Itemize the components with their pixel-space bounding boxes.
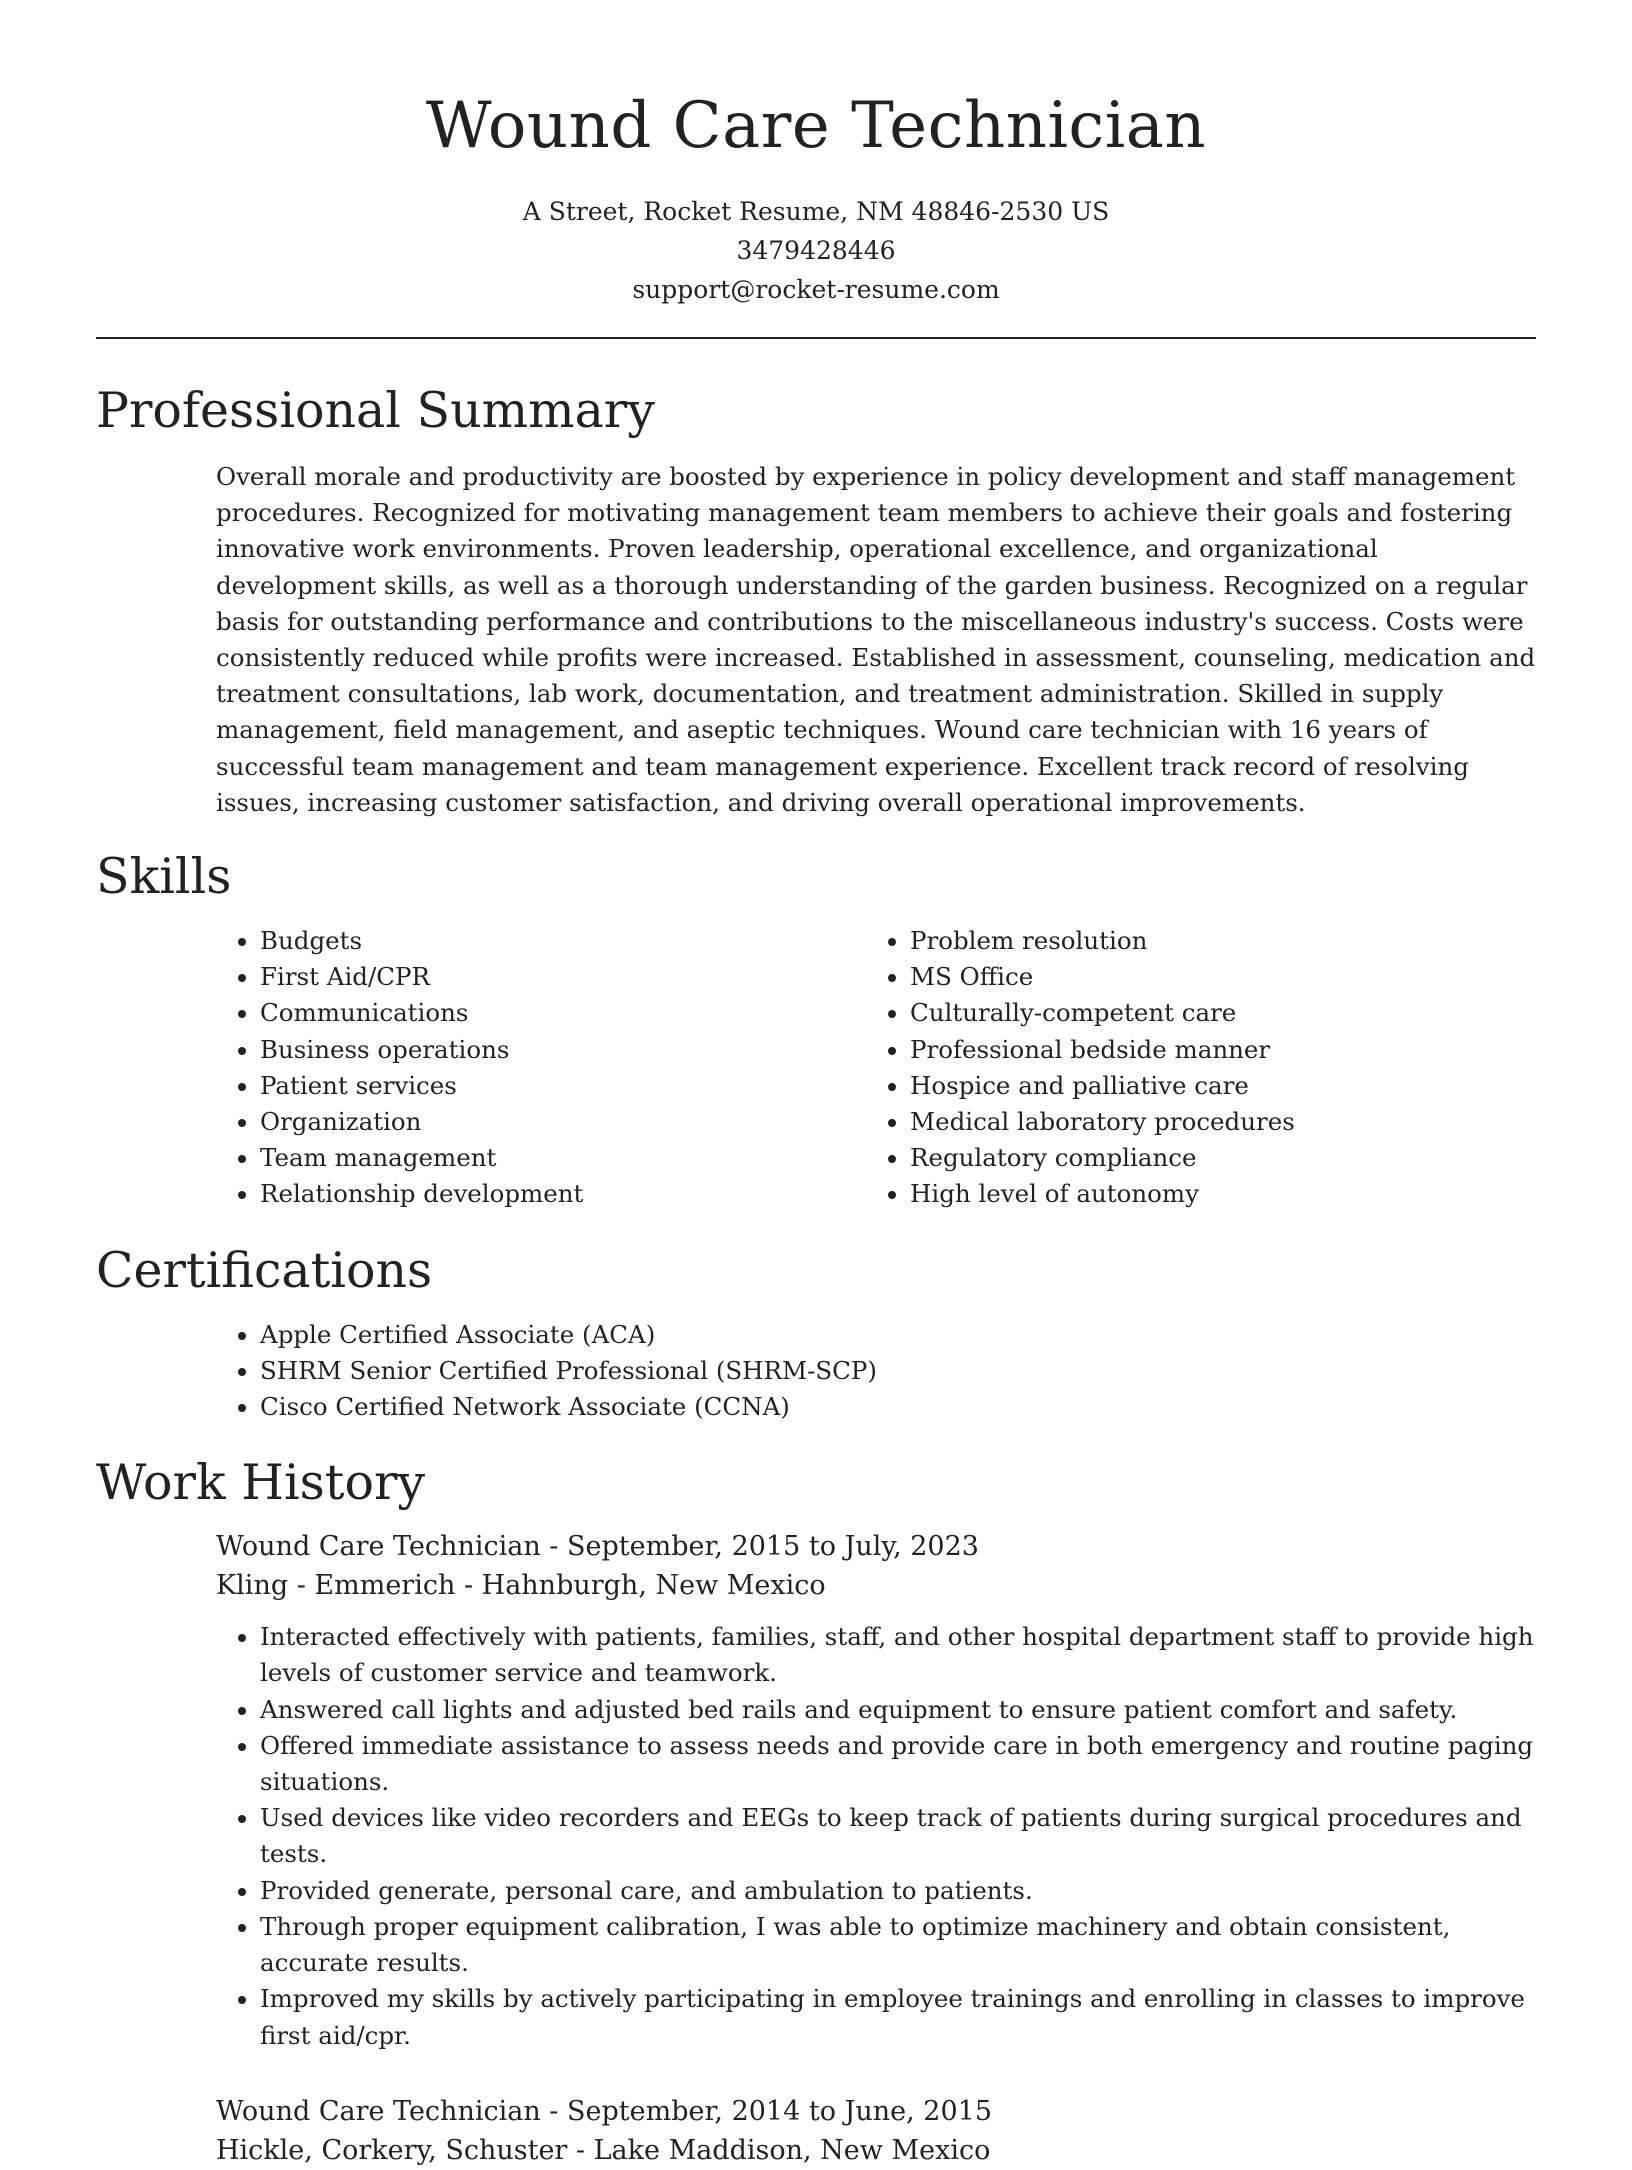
summary-heading: Professional Summary xyxy=(96,382,655,439)
skill-item: • Problem resolution xyxy=(910,923,1516,959)
resume-name: Wound Care Technician xyxy=(425,89,1207,163)
skills-heading: Skills xyxy=(96,848,232,906)
header-divider xyxy=(96,337,1536,339)
contact-block xyxy=(96,192,1536,309)
certification-item: • Cisco Certified Network Associate (CCNA) xyxy=(260,1389,1536,1425)
job-bullet: • Offered immediate assistance to assess needs and provide care in both emergency and routine paging situations. xyxy=(260,1728,1536,1800)
skill-item: • Relationship development xyxy=(260,1176,866,1212)
certifications-heading: Certifications xyxy=(96,1241,433,1299)
job-company-line xyxy=(216,1566,1536,1605)
skill-item: • High level of autonomy xyxy=(910,1176,1516,1212)
job-company: Hickle, Corkery, Schuster - Lake Maddison, New Mexico xyxy=(216,2134,991,2166)
job-dates: - September, 2015 to July, 2023 xyxy=(540,1531,979,1563)
skill-item: • Budgets xyxy=(260,923,866,959)
job-dates: - September, 2014 to June, 2015 xyxy=(540,2095,993,2127)
skill-item: • Team management xyxy=(260,1140,866,1176)
job-company: Kling - Emmerich xyxy=(216,1570,456,1602)
job-company-line xyxy=(216,2131,1536,2170)
job-bullet: • Used devices like video recorders and EEGs to keep track of patients during surgical procedures and tests. xyxy=(260,1800,1536,1872)
certification-item: • SHRM Senior Certified Professional (SHRM-SCP) xyxy=(260,1353,1536,1389)
skill-item: • Business operations xyxy=(260,1032,866,1068)
job-bullet: • Improved my skills by actively participating in employee trainings and enrolling in classes to improve first aid/cpr. xyxy=(260,1981,1536,2053)
skill-item: • Hospice and palliative care xyxy=(910,1068,1516,1104)
job-bullet: • Answered call lights and adjusted bed rails and equipment to ensure patient comfort and safety. xyxy=(260,1692,1536,1728)
skills-list xyxy=(216,923,1536,1213)
job-entry xyxy=(216,2092,1536,2170)
work-history-heading: Work History xyxy=(96,1454,426,1512)
certifications-list xyxy=(216,1317,1536,1426)
job-title-line xyxy=(216,1527,1536,1566)
contact-email: support@rocket-resume.com xyxy=(632,275,1000,304)
job-bullet: • Provided generate, personal care, and ambulation to patients. xyxy=(260,1873,1536,1909)
job-title-line xyxy=(216,2092,1536,2131)
resume-page xyxy=(96,0,1536,2170)
certification-item: • Apple Certified Associate (ACA) xyxy=(260,1317,1536,1353)
skills-column-right xyxy=(866,923,1516,1213)
contact-address: A Street, Rocket Resume, NM 48846-2530 US xyxy=(522,197,1110,226)
skill-item: • Communications xyxy=(260,995,866,1031)
skill-item: • Organization xyxy=(260,1104,866,1140)
summary-section xyxy=(216,459,1536,821)
job-entry xyxy=(216,1527,1536,2053)
skill-item: • Regulatory compliance xyxy=(910,1140,1516,1176)
skill-item: • Medical laboratory procedures xyxy=(910,1104,1516,1140)
job-title: Wound Care Technician xyxy=(216,2095,541,2127)
job-bullet: • Interacted effectively with patients, families, staff, and other hospital department staff to provide high levels of customer service and teamwork. xyxy=(260,1619,1536,1691)
job-location: - Hahnburgh, New Mexico xyxy=(455,1570,826,1602)
job-title: Wound Care Technician xyxy=(216,1531,541,1563)
summary-text: Overall morale and productivity are boosted by experience in policy development and staff management procedures. Recognized for motivating management team members to achieve their goals and fostering innovative work environments. Proven leadership, operational excellence, and organizational development skills, as well as a thorough understanding of the garden business. Recognized on a regular basis for outstanding performance and contributions to the miscellaneous industry's success. Costs were consistently reduced while profits were increased. Established in assessment, counseling, medication and treatment consultations, lab work, documentation, and treatment administration. Skilled in supply management, field management, and aseptic techniques. Wound care technician with 16 years of successful team management and team management experience. Excellent track record of resolving issues, increasing customer satisfaction, and driving overall operational improvements. xyxy=(216,462,1536,817)
skill-item: • MS Office xyxy=(910,959,1516,995)
skill-item: • First Aid/CPR xyxy=(260,959,866,995)
job-bullet: • Through proper equipment calibration, I was able to optimize machinery and obtain consistent, accurate results. xyxy=(260,1909,1536,1981)
skill-item: • Culturally-competent care xyxy=(910,995,1516,1031)
contact-phone: 3479428446 xyxy=(736,236,896,265)
skill-item: • Patient services xyxy=(260,1068,866,1104)
skills-column-left xyxy=(216,923,866,1213)
skill-item: • Professional bedside manner xyxy=(910,1032,1516,1068)
